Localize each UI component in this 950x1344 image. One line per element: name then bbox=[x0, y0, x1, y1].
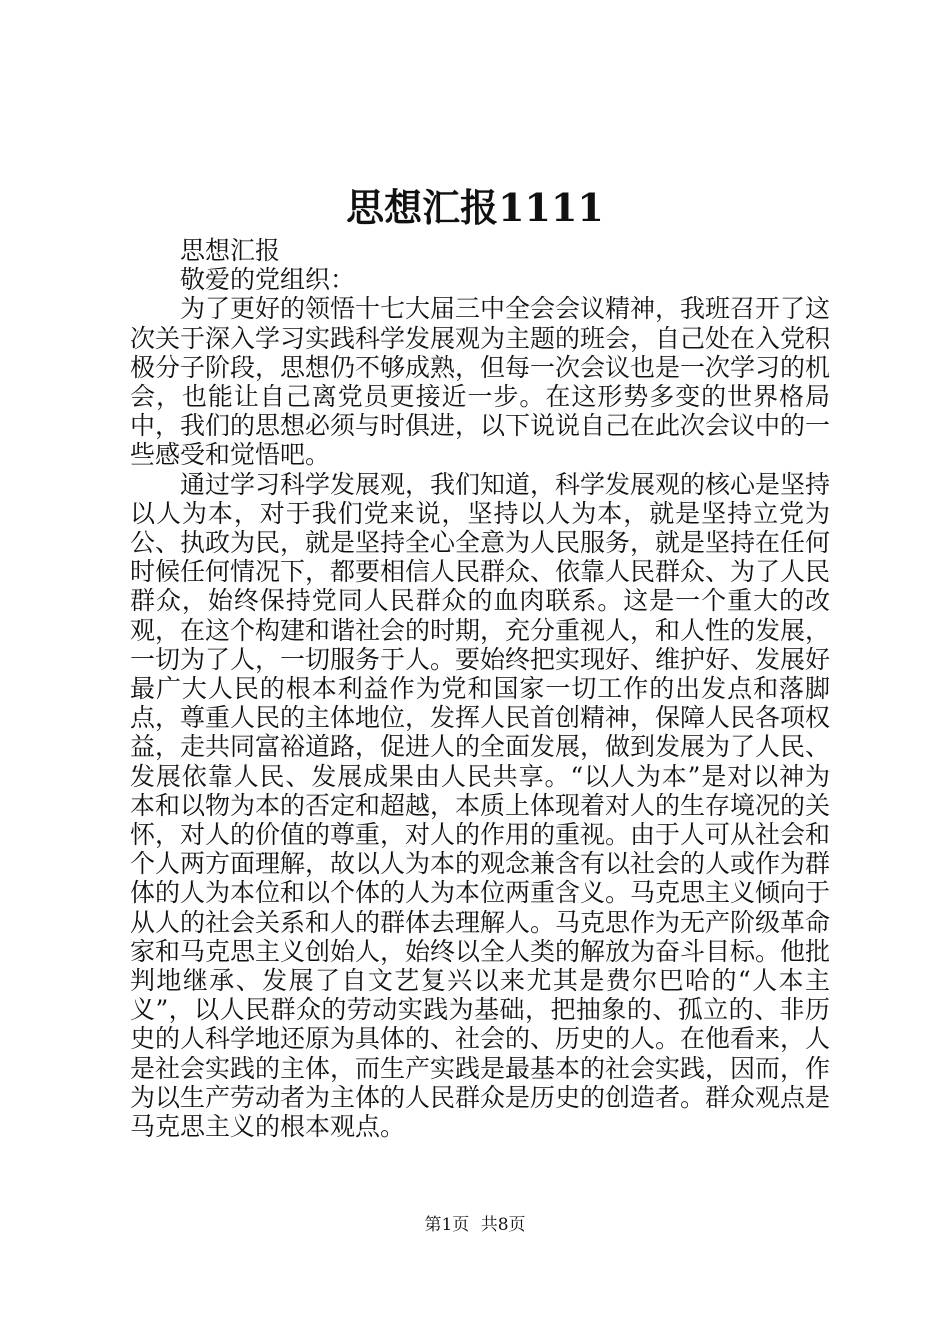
body-paragraph-1: 为了更好的领悟十七大届三中全会会议精神，我班召开了这次关于深入学习实践科学发展观为主题的班会，自己处在入党积极分子阶段，思想仍不够成熟，但每一次会议也是一次学习的机会，也能让自己离党员更接近一步。在这形势多变的世界格局中，我们的思想必须与时俱进，以下说说自己在此次会议中的一些感受和觉悟吧。 bbox=[130, 294, 831, 470]
page-total: 共8页 bbox=[480, 1215, 526, 1235]
page-number: 第1页 bbox=[424, 1215, 470, 1235]
document-body bbox=[130, 236, 830, 1141]
body-paragraph-2: 通过学习科学发展观，我们知道，科学发展观的核心是坚持以人为本，对于我们党来说，坚持以人为本，就是坚持立党为公、执政为民，就是坚持全心全意为人民服务，就是坚持在任何时候任何情况下，都要相信人民群众、依靠人民群众、为了人民群众，始终保持党同人民群众的血肉联系。这是一个重大的改观，在这个构建和谐社会的时期，充分重视人，和人性的发展，一切为了人，一切服务于人。要始终把实现好、维护好、发展好最广大人民的根本利益作为党和国家一切工作的出发点和落脚点，尊重人民的主体地位，发挥人民首创精神，保障人民各项权益，走共同富裕道路，促进人的全面发展，做到发展为了人民、发展依靠人民、发展成果由人民共享。“以人为本”是对以神为本和以物为本的否定和超越，本质上体现着对人的生存境况的关怀，对人的价值的尊重，对人的作用的重视。由于人可从社会和个人两方面理解，故以人为本的观念兼含有以社会的人或作为群体的人为本位和以个体的人为本位两重含义。马克思主义倾向于从人的社会关系和人的群体去理解人。马克思作为无产阶级革命家和马克思主义创始人，始终以全人类的解放为奋斗目标。他批判地继承、发展了自文艺复兴以来尤其是费尔巴哈的“人本主义”，以人民群众的劳动实践为基础，把抽象的、孤立的、非历史的人科学地还原为具体的、社会的、历史的人。在他看来，人是社会实践的主体，而生产实践是最基本的社会实践，因而，作为以生产劳动者为主体的人民群众是历史的创造者。群众观点是马克思主义的根本观点。 bbox=[130, 469, 831, 1142]
page-footer bbox=[0, 1214, 950, 1236]
report-heading: 思想汇报 bbox=[180, 236, 281, 265]
salutation: 敬爱的党组织： bbox=[180, 265, 356, 295]
document-title: 思想汇报1111 bbox=[346, 185, 604, 230]
